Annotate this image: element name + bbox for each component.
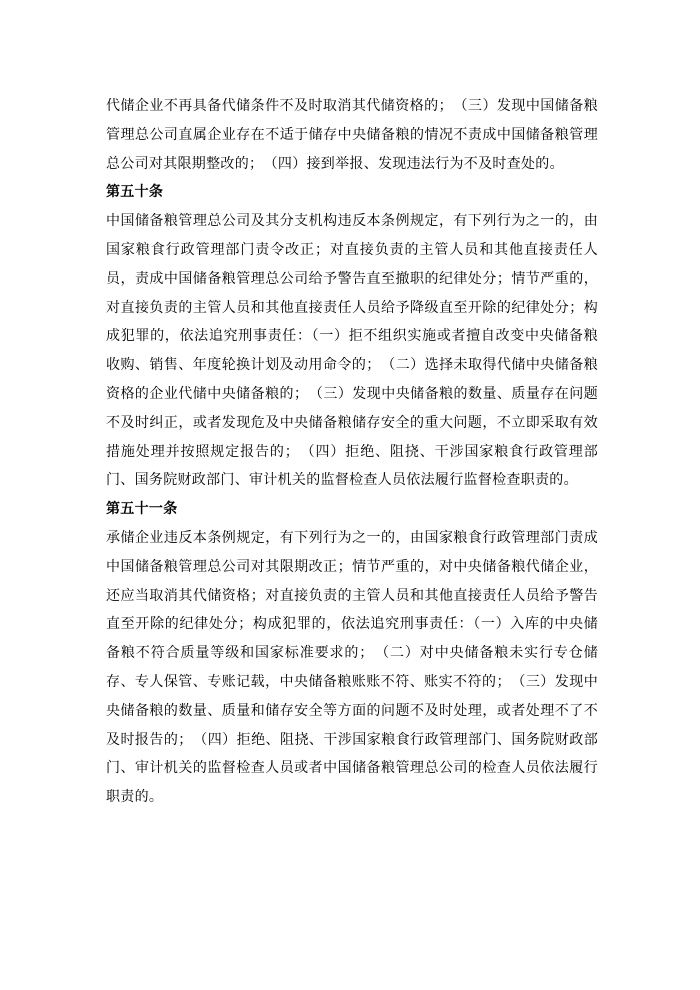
article-heading-50: 第五十条: [106, 184, 164, 201]
paragraph-continuation: 代储企业不再具备代储条件不及时取消其代储资格的； （三）发现中国储备粮管理总公司直属企业存在不适于储存中央储备粮的情况不责成中国储备粮管理总公司对其限期整改的； （四）接到举报、发现违法行为不及时查处的。: [106, 98, 598, 172]
article-body-50: 中国储备粮管理总公司及其分支机构违反本条例规定，有下列行为之一的，由国家粮食行政管理部门责令改正；对直接负责的主管人员和其他直接责任人员，责成中国储备粮管理总公司给予警告直至撤职的纪律处分；情节严重的，对直接负责的主管人员和其他直接责任人员给予降级直至开除的纪律处分；构成犯罪的，依法追究刑事责任：（一）拒不组织实施或者擅自改变中央储备粮收购、销售、年度轮换计划及动用命令的； （二）选择未取得代储中央储备粮资格的企业代储中央储备粮的； （三）发现中央储备粮的数量、质量存在问题不及时纠正，或者发现危及中央储备粮储存安全的重大问题，不立即采取有效措施处理并按照规定报告的； （四）拒绝、阻挠、干涉国家粮食行政管理部门、国务院财政部门、审计机关的监督检查人员依法履行监督检查职责的。: [106, 213, 598, 489]
document-page: [106, 92, 598, 812]
article-body-51: 承储企业违反本条例规定，有下列行为之一的，由国家粮食行政管理部门责成中国储备粮管理总公司对其限期改正；情节严重的，对中央储备粮代储企业，还应当取消其代储资格；对直接负责的主管人员和其他直接责任人员给予警告直至开除的纪律处分；构成犯罪的，依法追究刑事责任：（一）入库的中央储备粮不符合质量等级和国家标准要求的； （二）对中央储备粮未实行专仓储存、专人保管、专账记载，中央储备粮账账不符、账实不符的； （三）发现中央储备粮的数量、质量和储存安全等方面的问题不及时处理，或者处理不了不及时报告的； （四）拒绝、阻挠、干涉国家粮食行政管理部门、国务院财政部门、审计机关的监督检查人员或者中国储备粮管理总公司的检查人员依法履行职责的。: [106, 529, 598, 806]
article-heading-51: 第五十一条: [106, 501, 178, 518]
